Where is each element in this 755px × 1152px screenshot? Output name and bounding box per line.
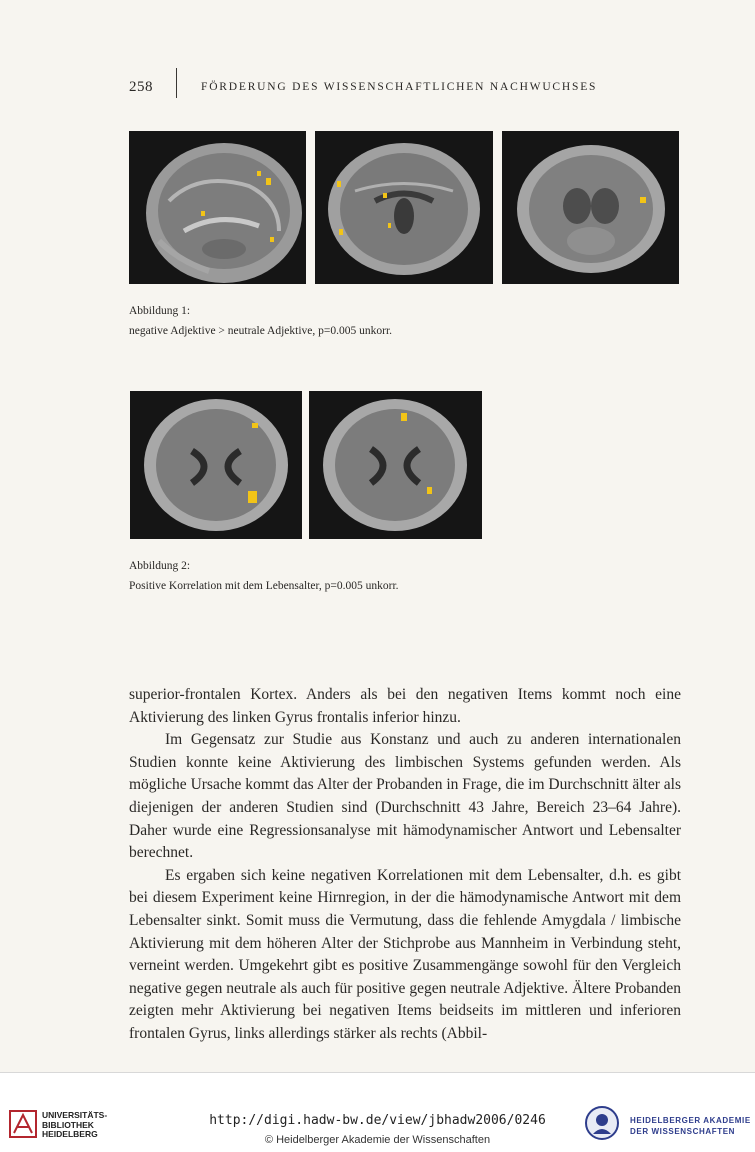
paragraph-2: Im Gegensatz zur Studie aus Konstanz und auch zu anderen internationalen Studien konnte keine Aktivierung des limbischen Systems gefunden werden. Als mögliche Ursache kommt das Alter der Probanden in Frage, die im Durchschnitt älter als diejenigen der anderen Studien sind (Durchschnitt 43 Jahre, Bereich 23–64 Jahre). Daher wurde eine Regressionsanalyse mit hämodynamischer Antwort und Lebensalter berechnet. bbox=[129, 731, 681, 862]
paragraph-1: superior-frontalen Kortex. Anders als bei den negativen Items kommt noch eine Aktivierung des linken Gyrus frontalis inferior hinzu. bbox=[129, 686, 681, 726]
library-name-line3: HEIDELBERG bbox=[42, 1129, 98, 1139]
figure1-caption-label: Abbildung 1: bbox=[129, 305, 191, 317]
paragraph-3: Es ergaben sich keine negativen Korrelationen mit dem Lebensalter, d.h. es gibt bei diesem Experiment keine Hirnregion, in der die hämodynamische Antwort mit dem Lebensalter sinkt. Somit muss die Vermutung, dass die fehlende Amygdala / limbische Aktivierung mit dem höheren Alter der Stichprobe aus Mannheim in Verbindung steht, verneint werden. Umgekehrt gibt es positive Zusammengänge sowohl für den Vergleich negative gegen neutrale als auch für positive gegen neutrale Adjektive. Ältere Probanden zeigten mehr Aktivierung bei negativen Items beidseits im mittleren und inferioren frontalen Gyrus, links allerdings stärker als rechts (Abbil- bbox=[129, 866, 681, 1042]
library-name-line2: BIBLIOTHEK bbox=[42, 1119, 94, 1130]
figure2-caption bbox=[129, 556, 399, 596]
mri-axial-slice-2 bbox=[502, 131, 679, 284]
mri-axial-slice-3 bbox=[130, 391, 302, 539]
permalink-url[interactable]: http://digi.hadw-bw.de/view/jbhadw2006/0246 bbox=[209, 1113, 546, 1128]
running-title: FÖRDERUNG DES WISSENSCHAFTLICHEN NACHWUCHSES bbox=[201, 81, 598, 93]
academy-name-line1: HEIDELBERGER AKADEMIE bbox=[630, 1116, 751, 1125]
mri-axial-slice-1 bbox=[315, 131, 493, 284]
figure1-caption bbox=[129, 301, 392, 341]
academy-name bbox=[630, 1115, 751, 1137]
library-name-line1: UNIVERSITÄTS- bbox=[42, 1110, 108, 1120]
header-divider bbox=[176, 68, 177, 98]
figure1-caption-text: negative Adjektive > neutrale Adjektive, p=0.005 unkorr. bbox=[129, 325, 393, 337]
mri-sagittal-slice bbox=[129, 131, 306, 284]
academy-seal-icon[interactable] bbox=[584, 1105, 620, 1141]
figure2-caption-label: Abbildung 2: bbox=[129, 560, 191, 572]
page-number: 258 bbox=[129, 79, 153, 95]
mri-axial-slice-4 bbox=[309, 391, 482, 539]
figure2-caption-text: Positive Korrelation mit dem Lebensalter, p=0.005 unkorr. bbox=[129, 580, 399, 592]
body-text bbox=[129, 684, 681, 1046]
copyright-notice: © Heidelberger Akademie der Wissenschaften bbox=[264, 1134, 491, 1146]
running-head bbox=[129, 78, 669, 98]
footer-bar bbox=[0, 1072, 755, 1152]
academy-name-line2: DER WISSENSCHAFTEN bbox=[630, 1127, 736, 1136]
